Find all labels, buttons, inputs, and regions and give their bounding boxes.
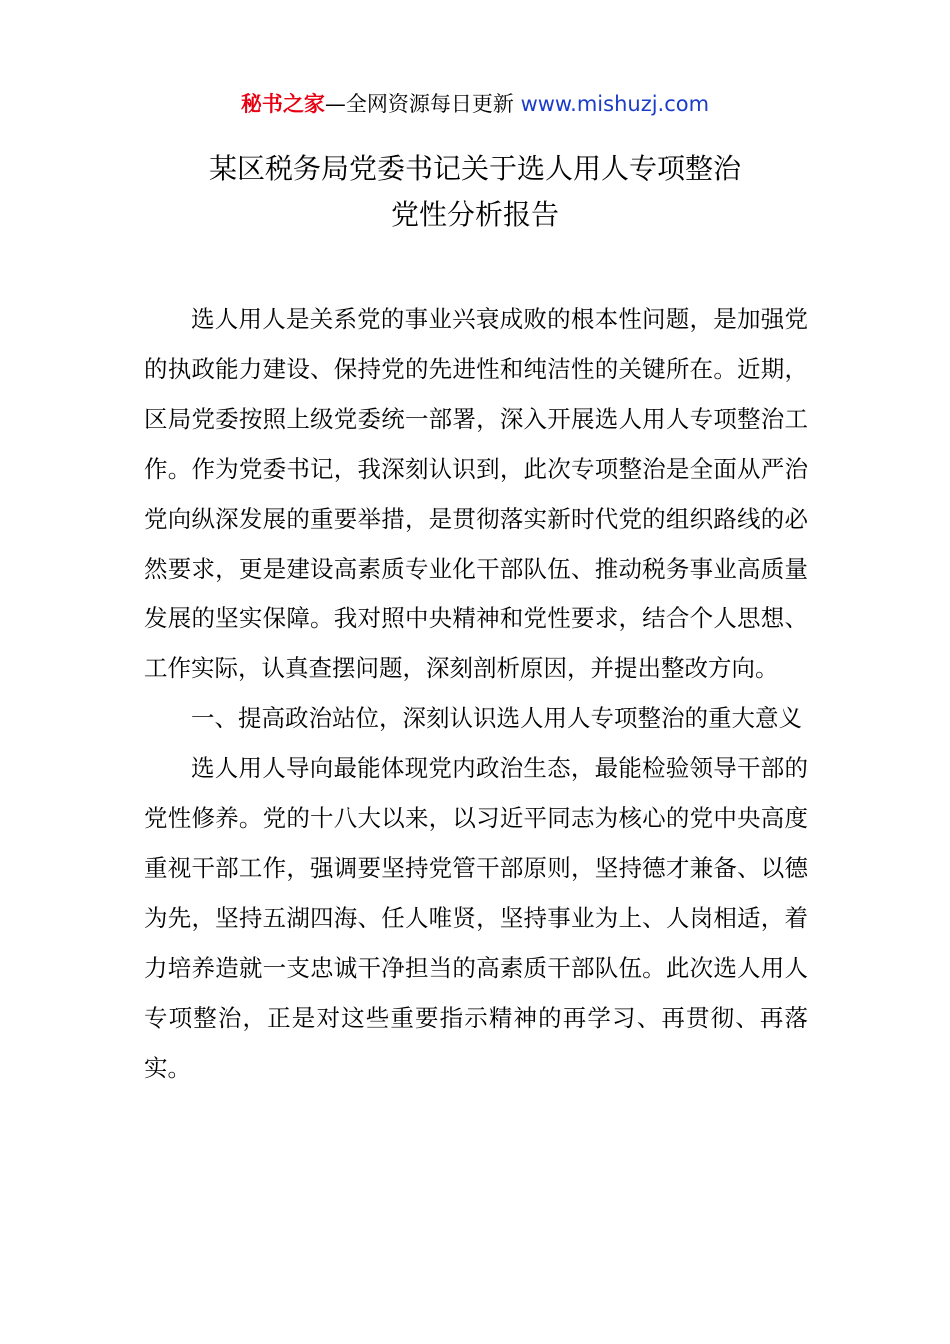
section-heading-1: 一、提高政治站位，深刻认识选人用人专项整治的重大意义 <box>191 704 802 733</box>
intro-paragraph: 选人用人是关系党的事业兴衰成败的根本性问题，是加强党的执政能力建设、保持党的先进性和纯洁性的关键所在。近期，区局党委按照上级党委统一部署，深入开展选人用人专项整治工作。作为党委书记，我深刻认识到，此次专项整治是全面从严治党向纵深发展的重要举措，是贯彻落实新时代党的组织路线的必然要求，更是建设高素质专业化干部队伍、推动税务事业高质量发展的坚实保障。我对照中央精神和党性要求，结合个人思想、工作实际，认真查摆问题，深刻剖析原因，并提出整改方向。 <box>144 305 808 683</box>
document-title <box>0 146 950 238</box>
title-line-1: 某区税务局党委书记关于选人用人专项整治 <box>208 152 741 185</box>
document-body <box>144 295 808 1094</box>
site-url-link[interactable]: www.mishuzj.com <box>520 92 710 116</box>
header-tagline: 全网资源每日更新 <box>345 92 514 116</box>
brand-name: 秘书之家 <box>240 92 325 116</box>
header-separator: — <box>324 92 346 116</box>
title-line-2: 党性分析报告 <box>390 198 559 231</box>
site-header <box>0 88 950 120</box>
section-1-paragraph: 选人用人导向最能体现党内政治生态，最能检验领导干部的党性修养。党的十八大以来，以习近平同志为核心的党中央高度重视干部工作，强调要坚持党管干部原则，坚持德才兼备、以德为先，坚持五湖四海、任人唯贤，坚持事业为上、人岗相适，着力培养造就一支忠诚干净担当的高素质干部队伍。此次选人用人专项整治，正是对这些重要指示精神的再学习、再贯彻、再落实。 <box>144 754 808 1082</box>
